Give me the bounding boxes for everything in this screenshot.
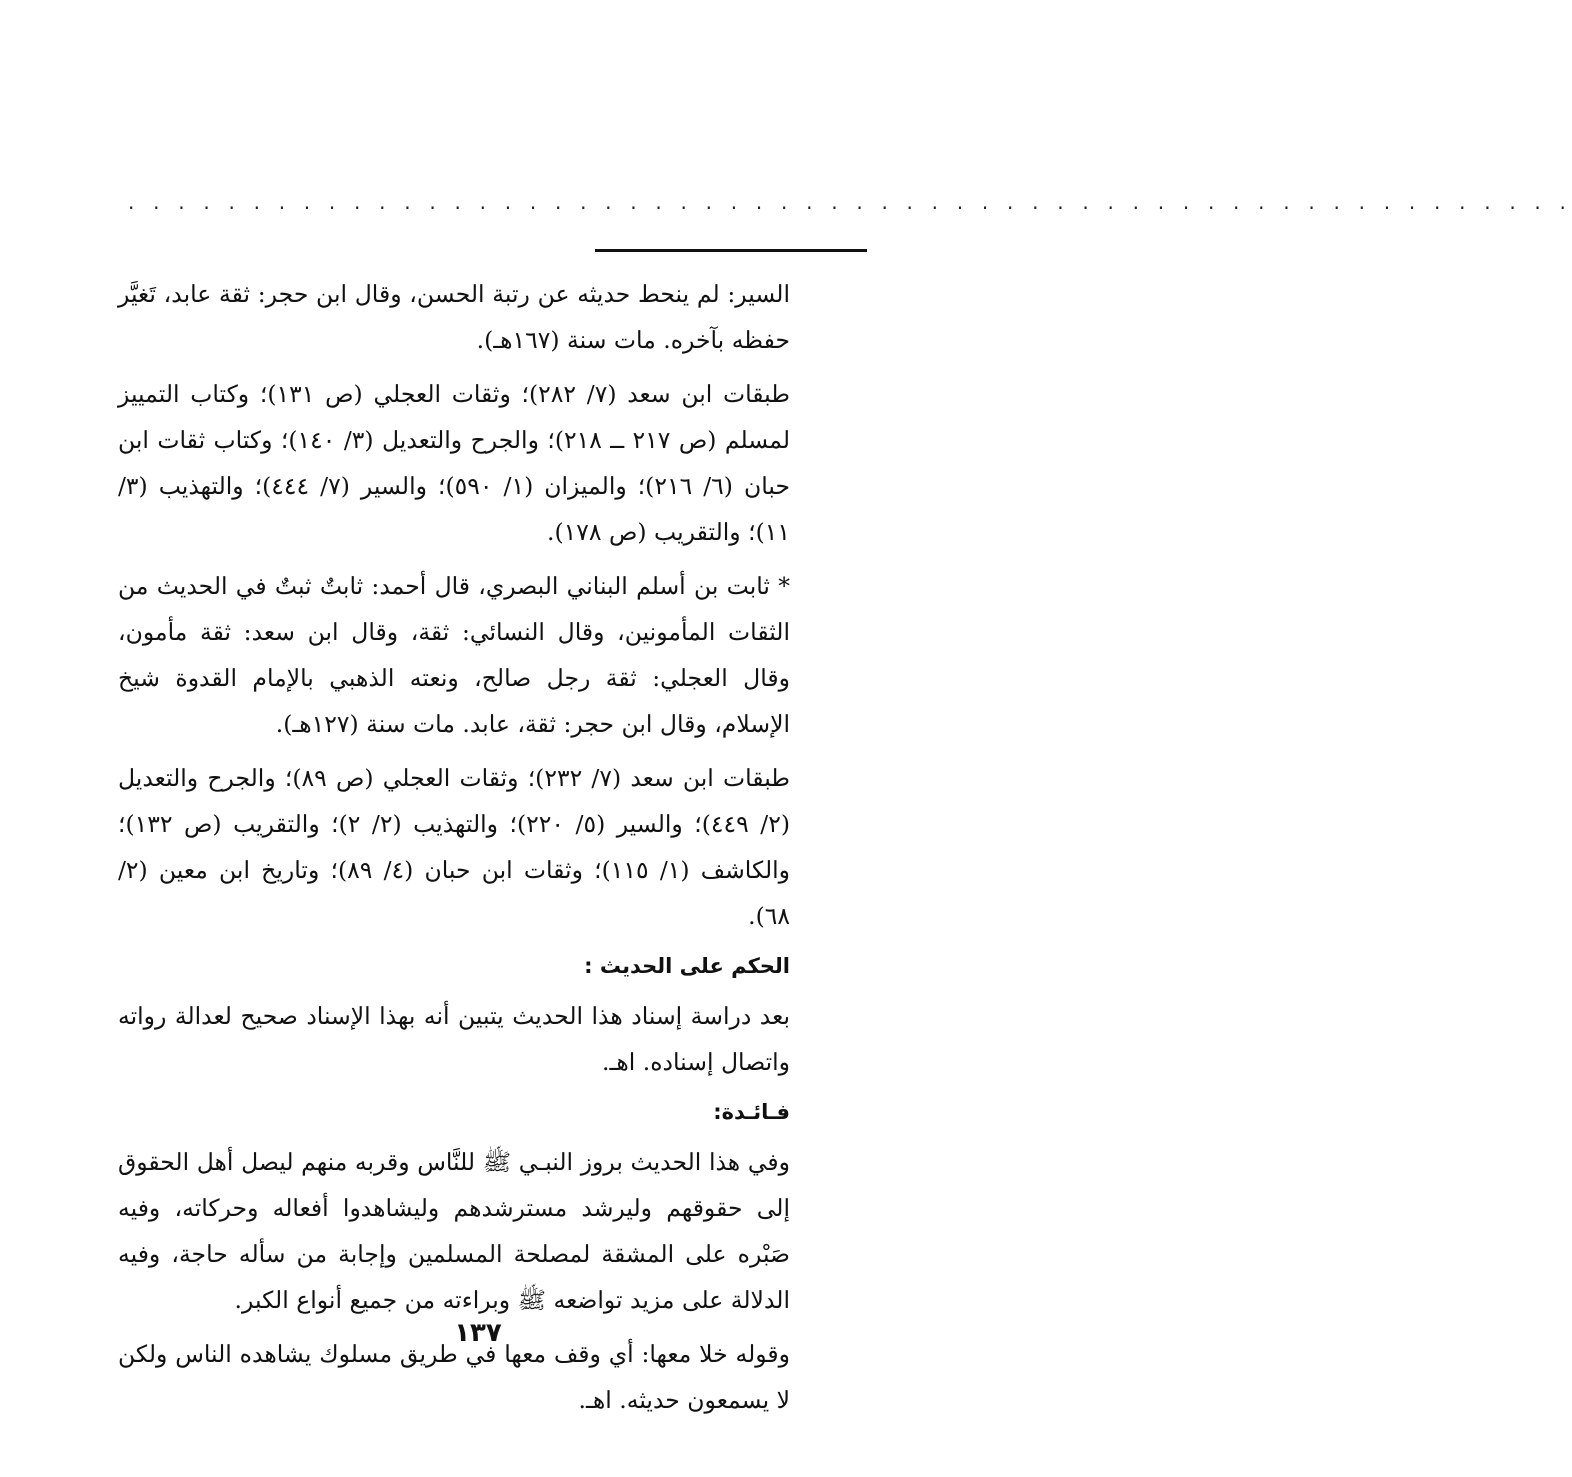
page-body bbox=[118, 271, 790, 1431]
paragraph-references-2: طبقات ابن سعد (٧/ ٢٣٢)؛ وثقات العجلي (ص ٨٩)؛ والجرح والتعديل (٢/ ٤٤٩)؛ والسير (٥/ ٢٢٠)؛ والتهذيب (٢/ ٢)؛ والتقريب (ص ١٣٢)؛ والكاشف (١/ ١١٥)؛ وثقات ابن حبان (٤/ ٨٩)؛ وتاريخ ابن معين (٢/ ٦٨). bbox=[118, 764, 790, 930]
paragraph-ruling: بعد دراسة إسناد هذا الحديث يتبين أنه بهذا الإسناد صحيح لعدالة رواته واتصال إسناده. اهـ. bbox=[118, 1002, 790, 1076]
paragraph-references-1: طبقات ابن سعد (٧/ ٢٨٢)؛ وثقات العجلي (ص ١٣١)؛ وكتاب التمييز لمسلم (ص ٢١٧ ــ ٢١٨)؛ والجرح والتعديل (٣/ ١٤٠)؛ وكتاب ثقات ابن حبان (٦/ ٢١٦)؛ والميزان (١/ ٥٩٠)؛ والسير (٧/ ٤٤٤)؛ والتهذيب (٣/ ١١)؛ والتقريب (ص ١٧٨). bbox=[118, 380, 791, 546]
footnote-rule bbox=[595, 249, 867, 252]
paragraph-narrator-note: السير: لم ينحط حديثه عن رتبة الحسن، وقال ابن حجر: ثقة عابد، تَغيَّر حفظه بآخره. مات سنة (١٦٧هـ). bbox=[118, 280, 790, 354]
paragraph-benefit: وفي هذا الحديث بروز النبـي ﷺ للنَّاس وقربه منهم ليصل أهل الحقوق إلى حقوقهم وليرشد مسترشدهم وليشاهدوا أفعاله وحركاته، وفيه صَبْره على المشقة لمصلحة المسلمين وإجابة من سأله حاجة، وفيه الدلالة على مزيد تواضعه ﷺ وبراءته من جميع أنواع الكبر. bbox=[118, 1148, 790, 1314]
dotted-separator: . . . . . . . . . . . . . . . . . . . . . . . . . . . . . . . . . . . . . . . . . . . . . . . . . . . . . . . . . . bbox=[128, 190, 1572, 214]
page-number: ١٣٧ bbox=[454, 1318, 502, 1348]
paragraph-explanation: وقوله خلا معها: أي وقف معها في طريق مسلوك يشاهده الناس ولكن لا يسمعون حديثه. اهـ. bbox=[118, 1340, 790, 1414]
heading-hadith-ruling: الحكم على الحديث : bbox=[584, 954, 790, 978]
heading-benefit: فـائـدة: bbox=[713, 1100, 790, 1124]
paragraph-thabit-bio: * ثابت بن أسلم البناني البصري، قال أحمد: ثابتٌ ثبتٌ في الحديث من الثقات المأمونين، وقال النسائي: ثقة، وقال ابن سعد: ثقة مأمون، وقال العجلي: ثقة رجل صالح، ونعته الذهبي بالإمام القدوة شيخ الإسلام، وقال ابن حجر: ثقة، عابد. مات سنة (١٢٧هـ). bbox=[118, 572, 790, 738]
